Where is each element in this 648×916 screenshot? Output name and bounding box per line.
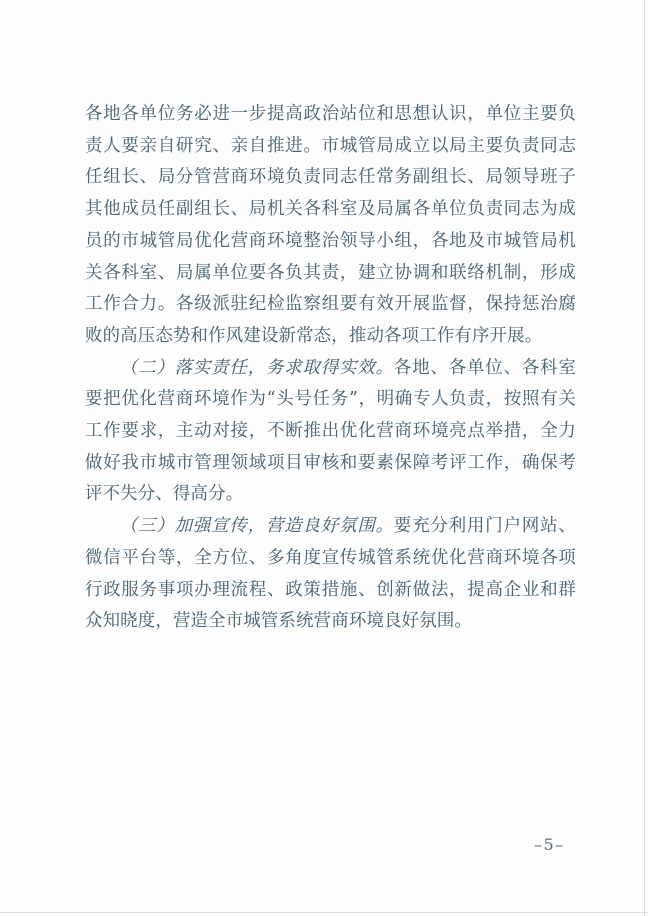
paragraph-heading: （三）加强宣传，营造良好氛围。: [119, 516, 394, 537]
paragraph-text: 要充分利用门户网站、微信平台等，全方位、多角度宣传城管系统优化营商环境各项行政服务事项办理流程、政策措施、创新做法，提高企业和群众知晓度，营造全市城管系统营商环境良好氛围。: [85, 516, 576, 632]
paragraph-item-3: [85, 511, 576, 638]
paragraph-text: 各地各单位务必进一步提高政治站位和思想认识，单位主要负责人要亲自研究、亲自推进。市城管局成立以局主要负责同志任组长、局分管营商环境负责同志任常务副组长、局领导班子其他成员任副组长、局机关各科室及局属各单位负责同志为成员的市城管局优化营商环境整治领导小组，各地及市城管局机关各科室、局属单位要各负其责，建立协调和联络机制，形成工作合力。各级派驻纪检监察组要有效开展监督，保持惩治腐败的高压态势和作风建设新常态，推动各项工作有序开展。: [85, 104, 576, 346]
paragraph-item-2: [85, 353, 576, 512]
paragraph-text: 各地、各单位、各科室要把优化营商环境作为“头号任务”，明确专人负责，按照有关工作要求，主动对接，不断推出优化营商环境亮点举措，全力做好我市城市管理领域项目审核和要素保障考评工作，确保考评不失分、得高分。: [85, 357, 576, 505]
paragraph-continuation: [85, 99, 576, 353]
scan-edge-bottom: [0, 912, 648, 913]
page-number: –5–: [534, 835, 565, 854]
body-text: [85, 99, 576, 638]
paragraph-heading: （二）落实责任，务求取得实效。: [119, 357, 394, 378]
scan-edge-right: [644, 0, 645, 916]
